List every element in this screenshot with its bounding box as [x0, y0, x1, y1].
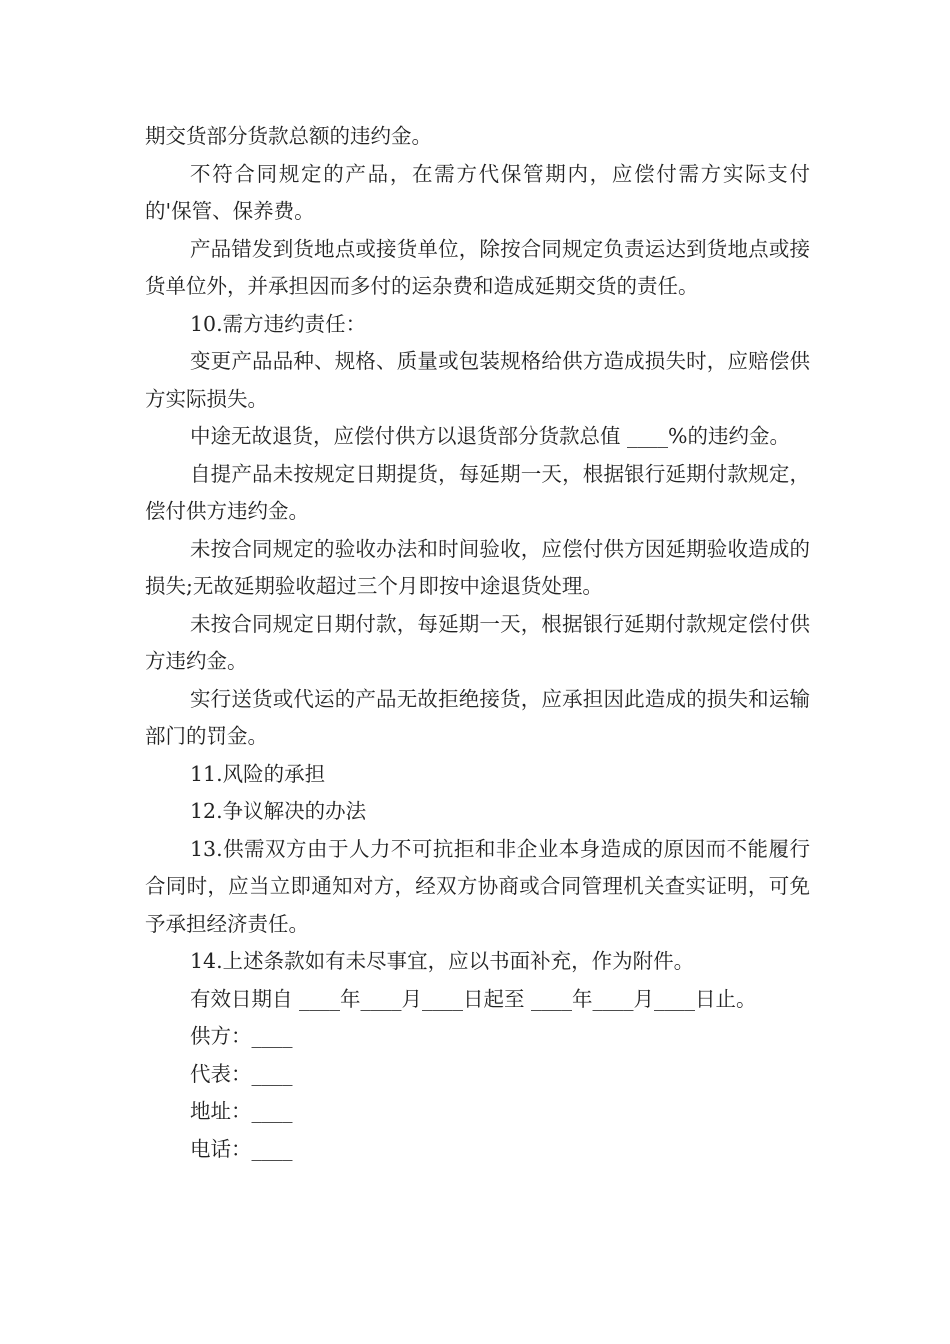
- section-heading-13: 13.供需双方由于人力不可抗拒和非企业本身造成的原因而不能履行合同时，应当立即通知对方，经双方协商或合同管理机关查实证明，可免予承担经济责任。: [145, 836, 810, 936]
- section-heading-11: 11.风险的承担: [190, 761, 326, 786]
- paragraph-1: 期交货部分货款总额的违约金。: [145, 124, 432, 148]
- paragraph-9: 未按合同规定日期付款，每延期一天，根据银行延期付款规定偿付供方违约金。: [145, 611, 810, 673]
- representative-field: 代表：____: [190, 1061, 293, 1086]
- section-heading-14: 14.上述条款如有未尽事宜，应以书面补充，作为附件。: [190, 949, 695, 973]
- paragraph-6: 中途无故退货，应偿付供方以退货部分货款总值 ____%的违约金。: [190, 424, 790, 448]
- section-heading-10: 10.需方违约责任：: [190, 311, 367, 336]
- section-heading-12: 12.争议解决的办法: [190, 799, 367, 823]
- paragraph-5: 变更产品品种、规格、质量或包装规格给供方造成损失时，应赔偿供方实际损失。: [145, 349, 810, 411]
- paragraph-10: 实行送货或代运的产品无故拒绝接货，应承担因此造成的损失和运输部门的罚金。: [145, 686, 810, 748]
- paragraph-7: 自提产品未按规定日期提货，每延期一天，根据银行延期付款规定，偿付供方违约金。: [145, 461, 810, 523]
- validity-period-line: 有效日期自 ____年____月____日起至 ____年____月____日止。: [190, 986, 757, 1011]
- paragraph-3: 产品错发到货地点或接货单位，除按合同规定负责运达到货地点或接货单位外，并承担因而多付的运杂费和造成延期交货的责任。: [145, 236, 810, 298]
- supplier-field: 供方：____: [190, 1024, 293, 1048]
- phone-field: 电话：____: [190, 1136, 293, 1161]
- address-field: 地址：____: [190, 1099, 293, 1123]
- paragraph-8: 未按合同规定的验收办法和时间验收，应偿付供方因延期验收造成的损失;无故延期验收超过三个月即按中途退货处理。: [145, 536, 810, 598]
- paragraph-2: 不符合同规定的产品，在需方代保管期内，应偿付需方实际支付的'保管、保养费。: [145, 161, 810, 223]
